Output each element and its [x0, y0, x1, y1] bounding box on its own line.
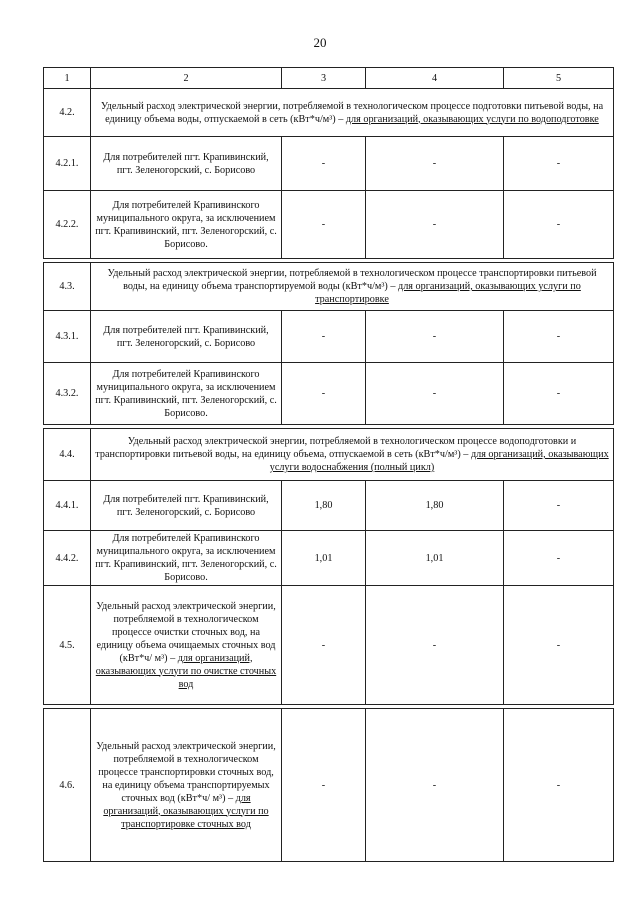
row-value-col3: - — [282, 137, 366, 191]
row-label-underlined: для организаций, оказывающих услуги по очистке сточных вод — [95, 652, 277, 690]
header-col-2: 2 — [91, 68, 282, 89]
row-value-col4: - — [366, 709, 504, 862]
table-row-4-3-1 — [44, 311, 614, 363]
row-number: 4.2.1. — [44, 137, 91, 191]
section-row-4-3 — [44, 263, 614, 311]
row-value-col3: - — [282, 709, 366, 862]
row-label: Для потребителей пгт. Крапивинский, пгт. Зеленогорский, с. Борисово — [91, 137, 282, 191]
section-title — [91, 429, 614, 481]
row-label: Для потребителей пгт. Крапивинский, пгт. Зеленогорский, с. Борисово — [91, 481, 282, 531]
row-label: Для потребителей Крапивинского муниципального округа, за исключением пгт. Крапивинский, пгт. Зеленогорский, с. Борисово. — [91, 191, 282, 259]
section-title — [91, 263, 614, 311]
table-row-4-5 — [44, 586, 614, 705]
row-label: Для потребителей Крапивинского муниципального округа, за исключением пгт. Крапивинский, пгт. Зеленогорский, с. Борисово. — [91, 363, 282, 425]
row-value-col5: - — [504, 363, 614, 425]
table-row-4-2-2 — [44, 191, 614, 259]
row-value-col3: 1,80 — [282, 481, 366, 531]
row-value-col5: - — [504, 709, 614, 862]
row-value-col4: - — [366, 586, 504, 705]
section-row-4-4 — [44, 429, 614, 481]
row-label-text: Удельный расход электрической энергии, потребляемой в технологическом процессе транспортировки сточных вод, на единицу объема транспортируемых сточных вод (кВт*ч/ м³) – — [96, 740, 276, 804]
section-row-4-2 — [44, 89, 614, 137]
row-value-col4: 1,01 — [366, 531, 504, 586]
row-value-col5: - — [504, 481, 614, 531]
row-value-col4: - — [366, 363, 504, 425]
row-number: 4.6. — [44, 709, 91, 862]
row-label-underlined: для организаций, оказывающих услуги по транспортировке сточных вод — [103, 792, 269, 830]
row-value-col4: - — [366, 191, 504, 259]
row-number: 4.3.1. — [44, 311, 91, 363]
row-value-col5: - — [504, 191, 614, 259]
page-number: 20 — [313, 35, 327, 50]
row-value-col3: - — [282, 191, 366, 259]
header-col-4: 4 — [366, 68, 504, 89]
row-number: 4.5. — [44, 586, 91, 705]
section-title-text: Удельный расход электрической энергии, потребляемой в технологическом процессе водоподготовки и транспортировки питьевой воды, на единицу объема, отпускаемой в сеть (кВт*ч/м³) – — [95, 436, 577, 460]
row-value-col4: 1,80 — [366, 481, 504, 531]
section-title-text: Удельный расход электрической энергии, потребляемой в технологическом процессе подготовки питьевой воды, на единицу объема воды, отпускаемой в сеть (кВт*ч/м³) – — [100, 100, 604, 125]
section-number: 4.3. — [44, 263, 91, 311]
section-number: 4.4. — [44, 429, 91, 481]
table-row-4-4-2 — [44, 531, 614, 586]
row-label — [91, 709, 282, 862]
row-value-col3: - — [282, 586, 366, 705]
header-col-5: 5 — [504, 68, 614, 89]
row-value-col5: - — [504, 311, 614, 363]
row-number: 4.3.2. — [44, 363, 91, 425]
section-title — [91, 89, 614, 137]
row-value-col5: - — [504, 531, 614, 586]
row-value-col5: - — [504, 137, 614, 191]
row-label: Для потребителей пгт. Крапивинский, пгт. Зеленогорский, с. Борисово — [91, 311, 282, 363]
section-title-underlined: для организаций, оказывающих услуги по транспортировке — [315, 281, 581, 305]
table-header-row — [44, 68, 614, 89]
table-row-4-3-2 — [44, 363, 614, 425]
row-value-col3: - — [282, 311, 366, 363]
row-label: Для потребителей Крапивинского муниципального округа, за исключением пгт. Крапивинский, пгт. Зеленогорский, с. Борисово. — [91, 531, 282, 586]
row-value-col3: 1,01 — [282, 531, 366, 586]
row-value-col3: - — [282, 363, 366, 425]
section-title-underlined: для организаций, оказывающих услуги по водоподготовке — [345, 113, 599, 125]
row-value-col4: - — [366, 137, 504, 191]
header-col-3: 3 — [282, 68, 366, 89]
row-number: 4.4.2. — [44, 531, 91, 586]
table-row-4-4-1 — [44, 481, 614, 531]
section-title-underlined: для организаций, оказывающих услуги водоснабжения (полный цикл) — [269, 449, 609, 473]
table-row-4-6 — [44, 709, 614, 862]
row-value-col4: - — [366, 311, 504, 363]
row-label-text: Удельный расход электрической энергии, потребляемой в технологическом процессе очистки сточных вод, на единицу объема очищаемых сточных вод (кВт*ч/ м³) – — [96, 600, 276, 664]
table-row-4-2-1 — [44, 137, 614, 191]
section-title-text: Удельный расход электрической энергии, потребляемой в технологическом процессе транспортировки питьевой воды, на единицу объема транспортируемой воды (кВт*ч/м³) – — [107, 268, 597, 292]
row-number: 4.2.2. — [44, 191, 91, 259]
section-number: 4.2. — [44, 89, 91, 137]
row-label — [91, 586, 282, 705]
indicators-table — [43, 67, 614, 862]
row-value-col5: - — [504, 586, 614, 705]
header-col-1: 1 — [44, 68, 91, 89]
row-number: 4.4.1. — [44, 481, 91, 531]
